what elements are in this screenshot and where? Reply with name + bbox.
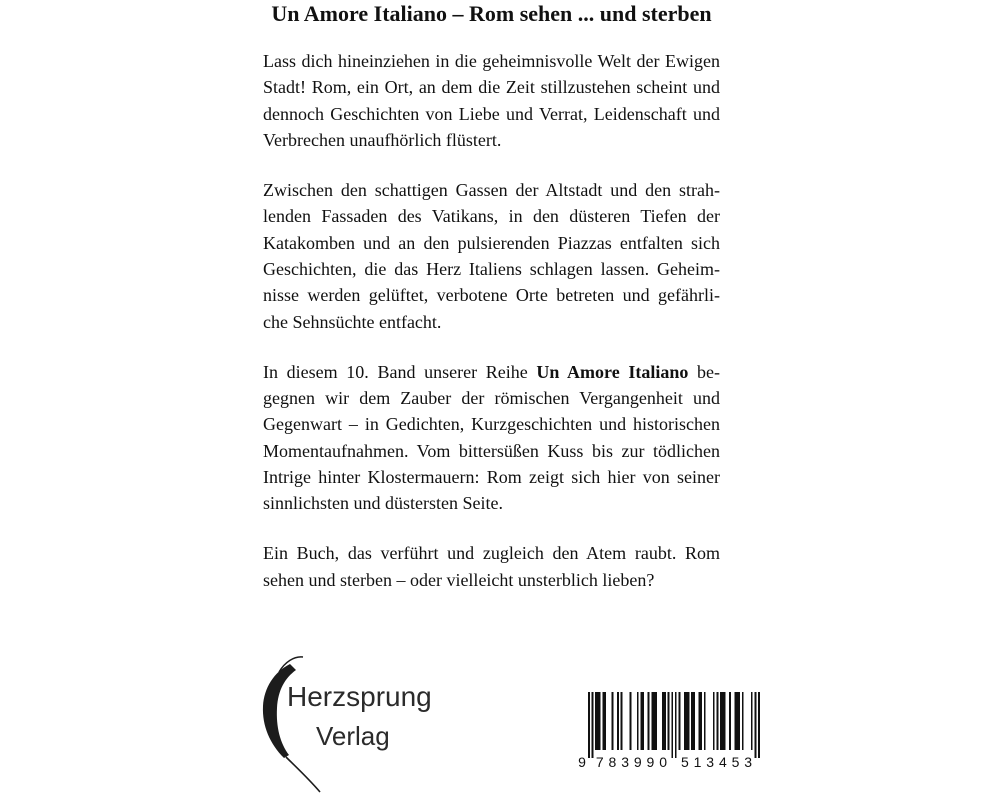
logo-wordmark-verlag: Verlag	[316, 721, 390, 751]
logo-tail-stroke	[286, 757, 320, 792]
barcode-bar	[640, 692, 644, 750]
barcode-bar	[704, 692, 706, 750]
blurb-line: Zwischen den schattigen Gassen der Altstadt und den strah-	[263, 180, 720, 201]
blurb-line: sehen und sterben – oder vielleicht unsterblich lieben?	[263, 569, 655, 590]
blurb-line	[263, 359, 720, 385]
blurb-line: dennoch Geschichten von Liebe und Verrat, Leidenschaft und	[263, 103, 720, 124]
barcode-right-digits: 513453	[680, 754, 753, 770]
barcode-bar	[717, 692, 719, 750]
blurb-line: gegnen wir dem Zauber der römischen Vergangenheit und	[263, 388, 720, 409]
barcode-bar	[617, 692, 619, 750]
barcode-bar	[621, 692, 623, 750]
blurb-text	[263, 48, 720, 617]
barcode-bar	[595, 692, 600, 750]
barcode-left-digits: 783990	[595, 754, 668, 770]
blurb-paragraph-1	[263, 48, 720, 153]
cover-title: Un Amore Italiano – Rom sehen ... und sterben	[271, 1, 712, 26]
barcode-guard-bar	[755, 692, 757, 758]
barcode-guard-bar	[758, 692, 760, 758]
barcode-bar	[648, 692, 650, 750]
blurb-line-text: In diesem 10. Band unserer Reihe	[263, 361, 528, 382]
barcode-bar	[668, 692, 670, 750]
blurb-line: che Sehnsüchte entfacht.	[263, 311, 442, 332]
barcode-bar	[662, 692, 666, 750]
barcode-guard-bar	[671, 692, 673, 758]
blurb-line: Verbrechen unaufhörlich flüstert.	[263, 129, 502, 150]
barcode-bar	[742, 692, 744, 750]
series-title: Un Amore Italiano	[536, 361, 689, 382]
blurb-paragraph-3	[263, 359, 720, 517]
barcode-first-digit: 9	[578, 754, 586, 770]
logo-wordmark-herzsprung: Herzsprung	[287, 681, 432, 712]
barcode-bar	[602, 692, 606, 750]
blurb-line: Gegenwart – in Gedichten, Kurzgeschichten und historischen	[263, 414, 720, 435]
barcode-bar	[637, 692, 639, 750]
barcode-bar	[651, 692, 656, 750]
barcode-bar	[698, 692, 702, 750]
barcode-bar	[735, 692, 740, 750]
barcode-bars	[588, 692, 760, 758]
barcode-guard-bar	[592, 692, 594, 758]
blurb-line: Intrige hinter Klostermauern: Rom zeigt sich hier von seiner	[263, 466, 720, 487]
blurb-line: Ein Buch, das verführt und zugleich den Atem raubt. Rom	[263, 543, 720, 564]
blurb-line: Stadt! Rom, ein Ort, an dem die Zeit stillzustehen scheint und	[263, 77, 720, 98]
barcode-guard-bar	[588, 692, 590, 758]
barcode-bar	[679, 692, 681, 750]
blurb-line: Geschichten, die das Herz Italiens schlagen lassen. Geheim-	[263, 258, 720, 279]
blurb-paragraph-4	[263, 540, 720, 593]
barcode-bar	[751, 692, 753, 750]
isbn-barcode	[570, 685, 765, 775]
barcode-bar	[720, 692, 725, 750]
blurb-line: lenden Fassaden des Vatikans, in den düsteren Tiefen der	[263, 206, 720, 227]
barcode-bar	[684, 692, 689, 750]
blurb-line: Katakomben und an den pulsierenden Piazzas entfalten sich	[263, 232, 720, 253]
blurb-paragraph-2	[263, 177, 720, 335]
blurb-line: Lass dich hineinziehen in die geheimnisvolle Welt der Ewigen	[263, 51, 720, 71]
barcode-bar	[630, 692, 632, 750]
blurb-line: Momentaufnahmen. Vom bittersüßen Kuss bis zur tödlichen	[263, 440, 720, 461]
barcode-bar	[713, 692, 715, 750]
blurb-line: sinnlichsten und düstersten Seite.	[263, 493, 503, 514]
barcode-bar	[691, 692, 695, 750]
barcode-bar	[612, 692, 614, 750]
blurb-line-text: be-	[697, 361, 720, 382]
barcode-bar	[729, 692, 731, 750]
blurb-line: nisse werden gelüftet, verbotene Orte betreten und gefährli-	[263, 285, 720, 306]
barcode-guard-bar	[675, 692, 677, 758]
